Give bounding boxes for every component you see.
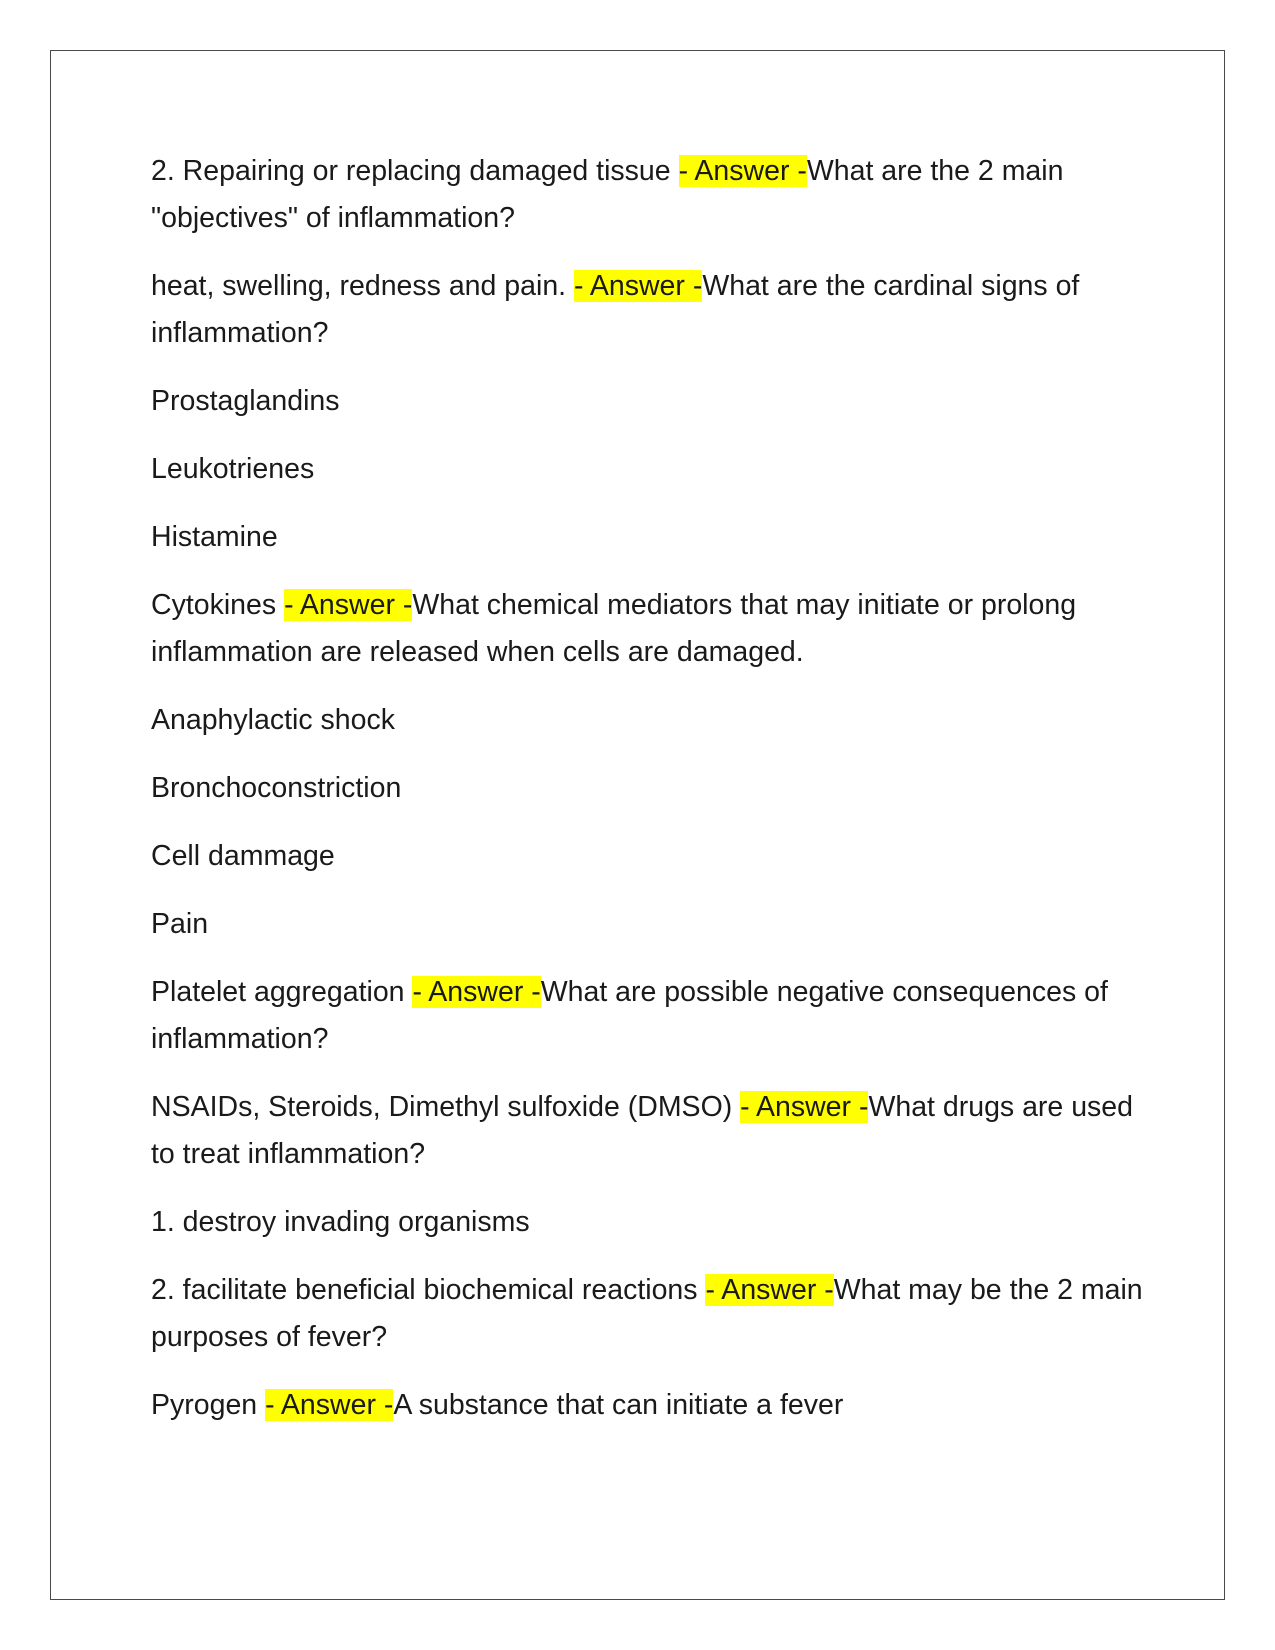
question-text: What are the 2 main "objectives" of inflammation? [151, 155, 1064, 234]
text-line: Cell dammage [151, 840, 335, 872]
qa-paragraph [151, 263, 1151, 357]
question-text: What are possible negative consequences of inflammation? [151, 976, 1108, 1055]
question-text: A substance that can initiate a fever [393, 1389, 844, 1421]
answer-marker: - Answer - [412, 976, 541, 1008]
answer-marker: - Answer - [574, 270, 703, 302]
document-body [151, 148, 1151, 1450]
text-line: Anaphylactic shock [151, 704, 395, 736]
text-line: Prostaglandins [151, 385, 340, 417]
answer-text: heat, swelling, redness and pain. [151, 270, 575, 302]
text-line: Bronchoconstriction [151, 772, 402, 804]
answer-marker: - Answer - [740, 1091, 869, 1123]
question-text: What drugs are used to treat inflammation? [151, 1091, 1133, 1170]
answer-marker: - Answer - [284, 589, 413, 621]
answer-text: Cytokines [151, 589, 285, 621]
answer-marker: - Answer - [265, 1389, 394, 1421]
question-text: What chemical mediators that may initiate or prolong inflammation are released when cells are damaged. [151, 589, 1077, 668]
text-line: Histamine [151, 521, 278, 553]
text-line: 1. destroy invading organisms [151, 1206, 530, 1238]
qa-paragraph [151, 969, 1151, 1063]
answer-marker: - Answer - [678, 155, 807, 187]
question-text: What may be the 2 main purposes of fever? [151, 1274, 1143, 1353]
answer-text: 2. Repairing or replacing damaged tissue [151, 155, 679, 187]
answer-marker: - Answer - [705, 1274, 834, 1306]
text-line: Leukotrienes [151, 453, 315, 485]
qa-paragraph [151, 148, 1151, 242]
answer-text: 2. facilitate beneficial biochemical reactions [151, 1274, 706, 1306]
answer-text: Platelet aggregation [151, 976, 413, 1008]
qa-paragraph [151, 1267, 1151, 1361]
answer-text: Pyrogen [151, 1389, 266, 1421]
text-line: Pain [151, 908, 209, 940]
qa-paragraph [151, 1382, 1151, 1429]
qa-paragraph [151, 1084, 1151, 1178]
qa-paragraph [151, 582, 1151, 676]
answer-text: NSAIDs, Steroids, Dimethyl sulfoxide (DMSO) [151, 1091, 741, 1123]
question-text: What are the cardinal signs of inflammation? [151, 270, 1080, 349]
